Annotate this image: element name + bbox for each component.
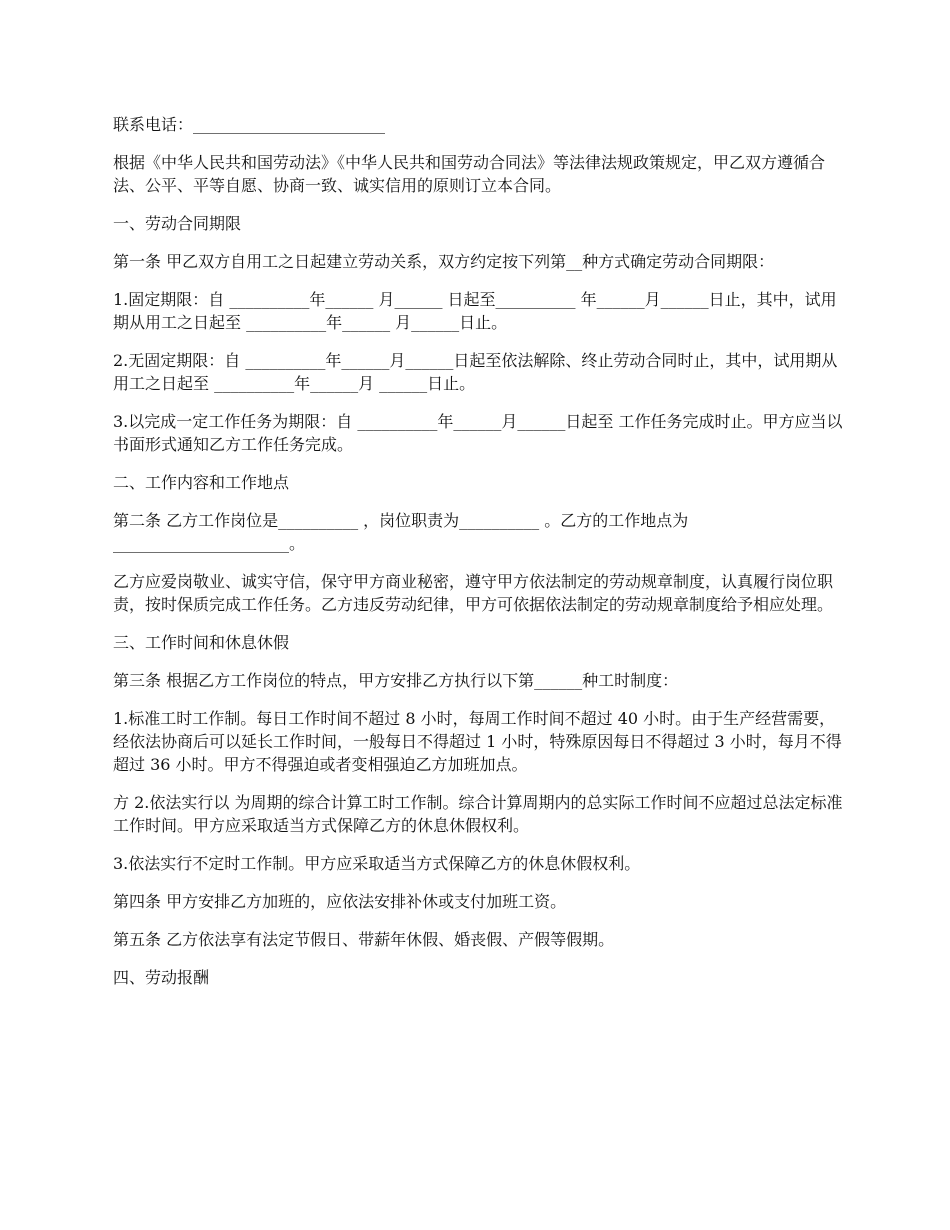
document-page <box>113 113 843 1004</box>
term-option-open-ended: 2.无固定期限：自 __________年______月______日起至依法解除、终止劳动合同时止，其中，试用期从用工之日起至 __________年______月 ______日止。 <box>113 351 838 393</box>
article-5: 第五条 乙方依法享有法定节假日、带薪年休假、婚丧假、产假等假期。 <box>113 930 615 949</box>
duties-paragraph: 乙方应爱岗敬业、诚实守信，保守甲方商业秘密，遵守甲方依法制定的劳动规章制度，认真履行岗位职责，按时保质完成工作任务。乙方违反劳动纪律，甲方可依据依法制定的劳动规章制度给予相应处理。 <box>113 572 834 614</box>
term-option-task-based: 3.以完成一定工作任务为期限：自 __________年______月______日起至 工作任务完成时止。甲方应当以书面形式通知乙方工作任务完成。 <box>113 412 843 454</box>
article-2: 第二条 乙方工作岗位是__________ ，岗位职责为__________ 。乙方的工作地点为 ______________________。 <box>113 511 689 553</box>
section-heading-work-content: 二、工作内容和工作地点 <box>113 473 290 492</box>
preamble-paragraph: 根据《中华人民共和国劳动法》《中华人民共和国劳动合同法》等法律法规政策规定，甲乙双方遵循合法、公平、平等自愿、协商一致、诚实信用的原则订立本合同。 <box>113 153 826 195</box>
section-heading-contract-term: 一、劳动合同期限 <box>113 214 242 233</box>
article-3: 第三条 根据乙方工作岗位的特点，甲方安排乙方执行以下第______种工时制度： <box>113 671 679 690</box>
term-option-fixed: 1.固定期限：自 __________年______ 月______ 日起至__________ 年______月______日止，其中，试用期从用工之日起至 __________年______ 月______日止。 <box>113 290 837 332</box>
article-4: 第四条 甲方安排乙方加班的，应依法安排补休或支付加班工资。 <box>113 892 567 911</box>
section-heading-remuneration: 四、劳动报酬 <box>113 968 210 987</box>
article-1: 第一条 甲乙双方自用工之日起建立劳动关系，双方约定按下列第__种方式确定劳动合同期限： <box>113 252 775 271</box>
hours-option-standard: 1.标准工时工作制。每日工作时间不超过 8 小时，每周工作时间不超过 40 小时。由于生产经营需要，经依法协商后可以延长工作时间，一般每日不得超过 1 小时，特殊原因每日不得超过 3 小时，每月不得超过 36 小时。甲方不得强迫或者变相强迫乙方加班加点。 <box>113 709 842 774</box>
section-heading-work-hours: 三、工作时间和休息休假 <box>113 633 290 652</box>
contact-phone-line: 联系电话：________________________ <box>113 115 386 134</box>
hours-option-comprehensive: 方 2.依法实行以 为周期的综合计算工时工作制。综合计算周期内的总实际工作时间不应超过总法定标准工作时间。甲方应采取适当方式保障乙方的休息休假权利。 <box>113 793 843 835</box>
hours-option-flexible: 3.依法实行不定时工作制。甲方应采取适当方式保障乙方的休息休假权利。 <box>113 854 641 873</box>
